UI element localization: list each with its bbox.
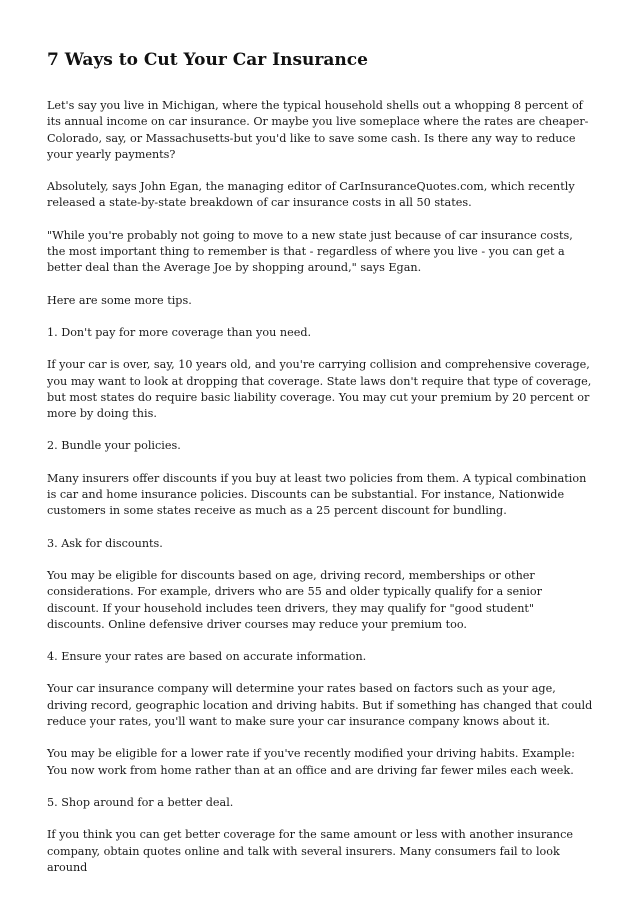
paragraph-egan-intro: Absolutely, says John Egan, the managing editor of CarInsuranceQuotes.com, which recently released a state-by-state breakdown of car insurance costs in all 50 states.	[47, 180, 575, 210]
tip-4-body-example: You may be eligible for a lower rate if you've recently modified your driving habits. Example: You now work from home rather than at an office and are driving far fewer miles each week.	[47, 747, 575, 777]
tip-5-heading: 5. Shop around for a better deal.	[47, 795, 234, 809]
paragraph-more-tips: Here are some more tips.	[47, 293, 192, 307]
tip-5-body: If you think you can get better coverage for the same amount or less with another insurance company, obtain quotes online and talk with several insurers. Many consumers fail to look around	[47, 828, 573, 874]
tip-3-body: You may be eligible for discounts based on age, driving record, memberships or other considerations. For example, drivers who are 55 and older typically qualify for a senior discount. If your household includes teen drivers, they may qualify for "good student" discounts. Online defensive driver courses may reduce your premium too.	[47, 568, 542, 631]
paragraph-intro: Let's say you live in Michigan, where the typical household shells out a whopping 8 percent of its annual income on car insurance. Or maybe you live someplace where the rates are cheaper-Colorado, say, or Massachusetts-but you'd like to save some cash. Is there any way to reduce your yearly payments?	[47, 99, 589, 161]
tip-4-body: Your car insurance company will determine your rates based on factors such as your age, driving record, geographic location and driving habits. But if something has changed that could reduce your rates, you'll want to make sure your car insurance company knows about it.	[47, 682, 593, 729]
document-page	[47, 48, 593, 892]
tip-3-heading: 3. Ask for discounts.	[47, 536, 163, 550]
tip-2-heading: 2. Bundle your policies.	[47, 439, 181, 453]
tip-1-heading: 1. Don't pay for more coverage than you need.	[47, 325, 312, 339]
tip-4-heading: 4. Ensure your rates are based on accurate information.	[47, 650, 367, 664]
tip-2-body: Many insurers offer discounts if you buy at least two policies from them. A typical combination is car and home insurance policies. Discounts can be substantial. For instance, Nationwide customers in some states receive as much as a 25 percent discount for bundling.	[47, 471, 587, 518]
tip-1-body: If your car is over, say, 10 years old, and you're carrying collision and comprehensive coverage, you may want to look at dropping that coverage. State laws don't require that type of coverage, but most states do require basic liability coverage. You may cut your premium by 20 percent or more by doing this.	[47, 358, 592, 421]
paragraph-egan-quote: "While you're probably not going to move to a new state just because of car insurance costs, the most important thing to remember is that - regardless of where you live - you can get a better deal than the Average Joe by shopping around," says Egan.	[47, 228, 573, 275]
document-title: 7 Ways to Cut Your Car Insurance	[47, 50, 368, 70]
